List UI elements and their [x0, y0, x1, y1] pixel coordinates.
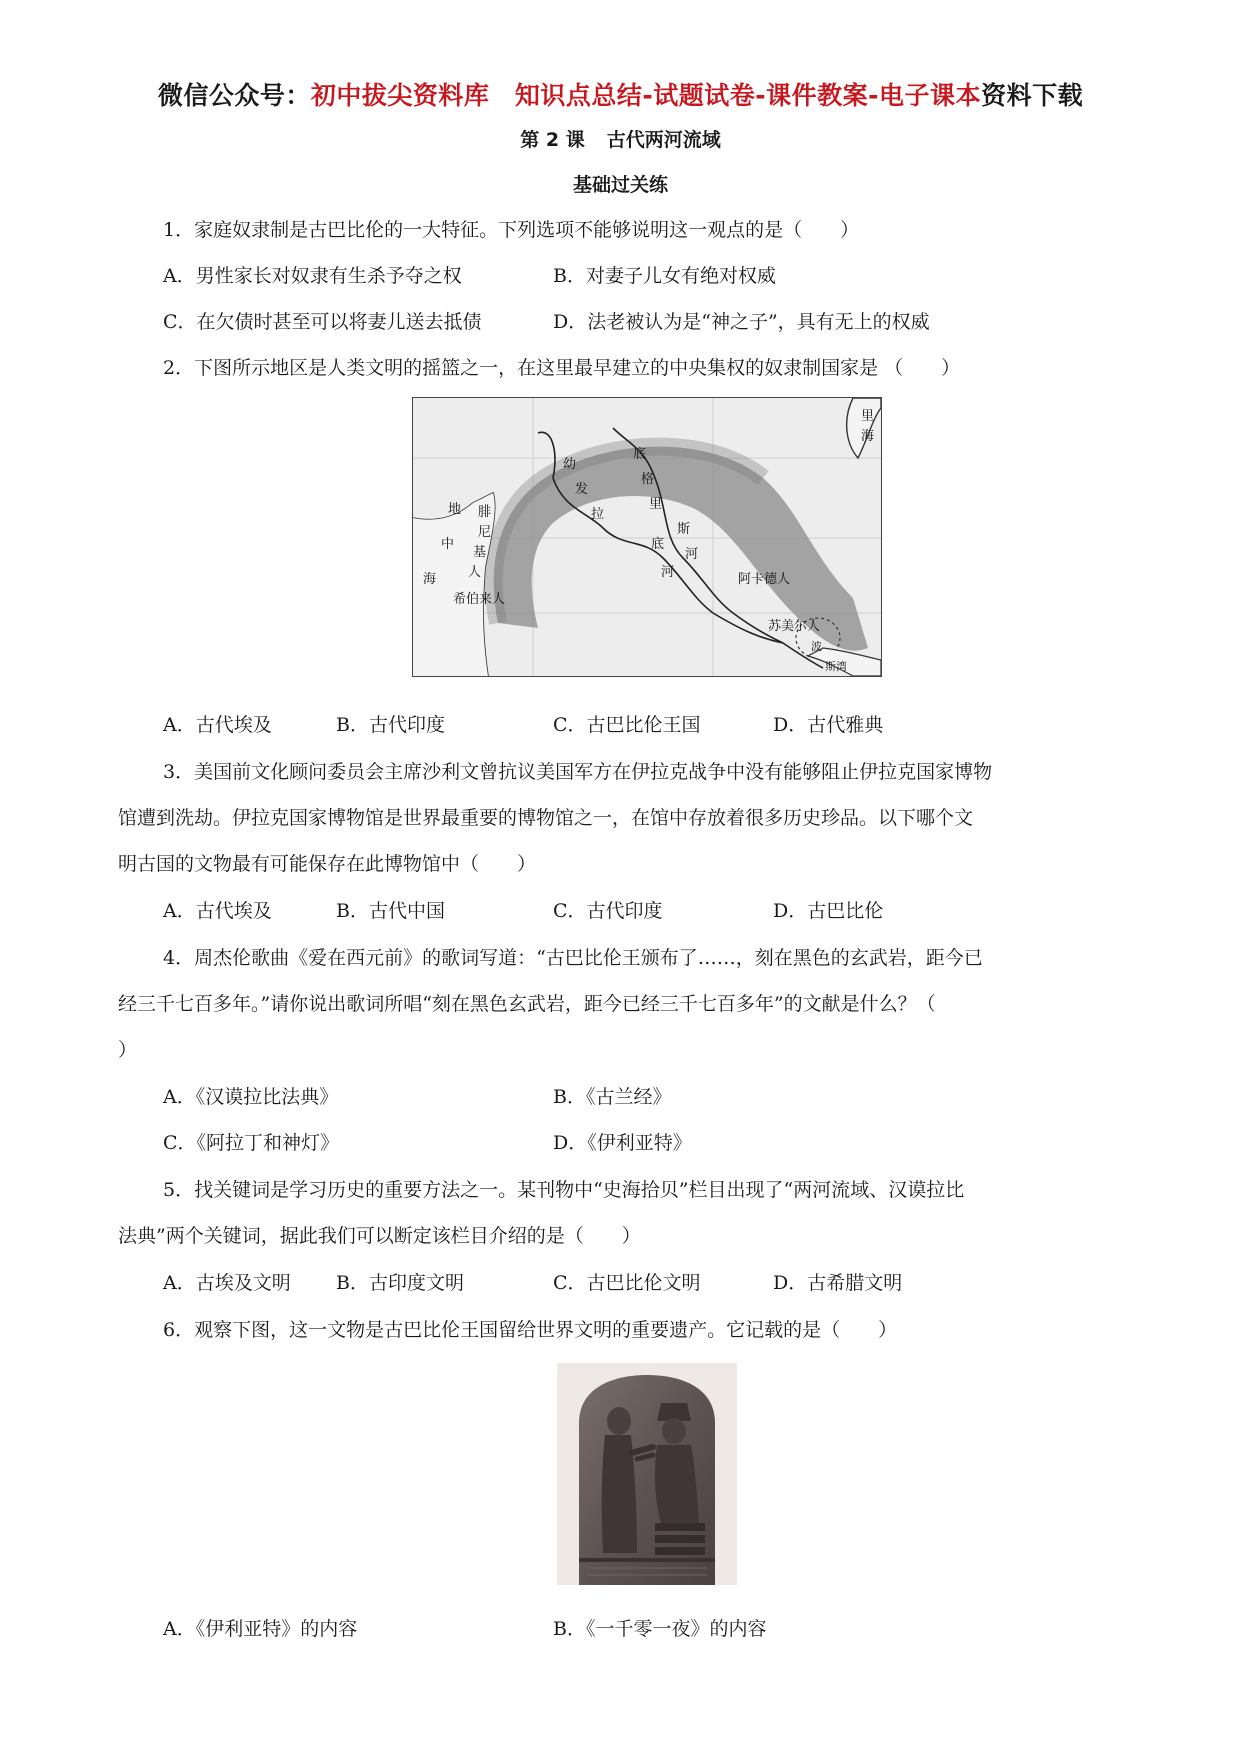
map-label-phoenicians-1: 腓 [478, 505, 492, 520]
map-label-caspian-1: 里 [861, 409, 875, 424]
map-label-akkadians: 阿卡德人 [738, 572, 791, 587]
map-label-med-2: 中 [441, 537, 455, 552]
question-4-stem-line-3: ） [118, 1039, 138, 1061]
question-3-option-c: C．古代印度 [553, 900, 663, 922]
lesson-number: 第 2 课 [520, 129, 585, 151]
map-label-euphrates-1: 幼 [563, 457, 577, 472]
lesson-name: 古代两河流域 [606, 129, 721, 151]
question-2-option-d: D．古代雅典 [773, 714, 884, 736]
question-6-option-a: A．《伊利亚特》的内容 [163, 1618, 358, 1640]
map-label-med-3: 海 [423, 572, 437, 587]
map-label-tigris-3: 里 [649, 497, 663, 512]
section-title: 基础过关练 [572, 174, 668, 196]
map-label-phoenicians-4: 人 [468, 565, 482, 580]
question-4-stem-line-2: 经三千七百多年。”请你说出歌词所唱“刻在黑色玄武岩，距今已经三千七百多年”的文献是什么？（ [118, 993, 936, 1015]
banner-prefix: 微信公众号： [157, 81, 311, 110]
question-4-stem-line-1: 4．周杰伦歌曲《爱在西元前》的歌词写道：“古巴比伦王颁布了……，刻在黑色的玄武岩，距今已 [163, 947, 983, 969]
question-1-option-b: B．对妻子儿女有绝对权威 [553, 265, 776, 287]
question-1-stem: 1．家庭奴隶制是古巴比伦的一大特征。下列选项不能够说明这一观点的是（ ） [163, 219, 860, 241]
question-1-option-c: C．在欠债时甚至可以将妻儿送去抵债 [163, 311, 482, 333]
question-5-stem-line-1: 5．找关键词是学习历史的重要方法之一。某刊物中“史海拾贝”栏目出现了“两河流域、汉谟拉比 [163, 1179, 965, 1201]
map-label-euphrates-4: 底 [651, 537, 665, 552]
banner-suffix: 资料下载 [981, 81, 1084, 110]
question-4-option-c: C．《阿拉丁和神灯》 [163, 1132, 340, 1154]
map-label-euphrates-5: 河 [661, 565, 675, 580]
lesson-title [0, 125, 1241, 152]
map-label-euphrates-2: 发 [575, 482, 589, 497]
mesopotamia-map [412, 397, 882, 677]
map-label-hebrews: 希伯来人 [453, 592, 506, 607]
question-5-option-c: C．古巴比伦文明 [553, 1272, 701, 1294]
map-label-phoenicians-3: 基 [473, 545, 487, 560]
question-3-option-d: D．古巴比伦 [773, 900, 884, 922]
map-label-caspian-2: 海 [861, 429, 875, 444]
header-banner [0, 76, 1241, 112]
map-label-med-1: 地 [448, 502, 462, 517]
map-label-sumerians: 苏美尔人 [768, 619, 821, 634]
hammurabi-stele-image [557, 1363, 737, 1585]
question-2-option-b: B．古代印度 [336, 714, 445, 736]
question-6-option-b: B．《一千零一夜》的内容 [553, 1618, 767, 1640]
banner-highlight: 初中拔尖资料库 知识点总结-试题试卷-课件教案-电子课本 [310, 81, 982, 110]
map-label-tigris-5: 河 [685, 547, 699, 562]
map-label-phoenicians-2: 尼 [478, 525, 492, 540]
question-2-stem: 2．下图所示地区是人类文明的摇篮之一，在这里最早建立的中央集权的奴隶制国家是 （ ） [163, 357, 961, 379]
question-3-option-a: A．古代埃及 [163, 900, 272, 922]
question-5-option-a: A．古埃及文明 [163, 1272, 291, 1294]
question-3-stem-line-2: 馆遭到洗劫。伊拉克国家博物馆是世界最重要的博物馆之一，在馆中存放着很多历史珍品。以下哪个文 [118, 807, 974, 829]
stele-figure [557, 1363, 737, 1585]
question-2-option-a: A．古代埃及 [163, 714, 272, 736]
question-3-option-b: B．古代中国 [336, 900, 445, 922]
map-label-tigris-4: 斯 [677, 522, 691, 537]
question-5-option-d: D．古希腊文明 [773, 1272, 903, 1294]
map-label-euphrates-3: 拉 [591, 507, 605, 522]
question-6-stem: 6．观察下图，这一文物是古巴比伦王国留给世界文明的重要遗产。它记载的是（ ） [163, 1319, 898, 1341]
question-4-option-b: B．《古兰经》 [553, 1086, 672, 1108]
question-5-stem-line-2: 法典”两个关键词，据此我们可以断定该栏目介绍的是（ ） [118, 1225, 641, 1247]
question-1-option-d: D．法老被认为是“神之子”，具有无上的权威 [553, 311, 930, 333]
map-label-tigris-2: 格 [641, 472, 655, 487]
question-3-stem-line-3: 明古国的文物最有可能保存在此博物馆中（ ） [118, 853, 537, 875]
map-figure [413, 398, 881, 676]
map-label-gulf-2: 斯湾 [825, 660, 847, 673]
map-label-gulf-1: 波 [811, 640, 822, 653]
question-4-option-a: A．《汉谟拉比法典》 [163, 1086, 339, 1108]
question-2-option-c: C．古巴比伦王国 [553, 714, 701, 736]
question-1-option-a: A．男性家长对奴隶有生杀予夺之权 [163, 265, 462, 287]
question-4-option-d: D．《伊利亚特》 [553, 1132, 692, 1154]
map-label-tigris-1: 底 [633, 447, 647, 462]
question-3-stem-line-1: 3．美国前文化顾问委员会主席沙利文曾抗议美国军方在伊拉克战争中没有能够阻止伊拉克国家博物 [163, 761, 993, 783]
question-5-option-b: B．古印度文明 [336, 1272, 464, 1294]
